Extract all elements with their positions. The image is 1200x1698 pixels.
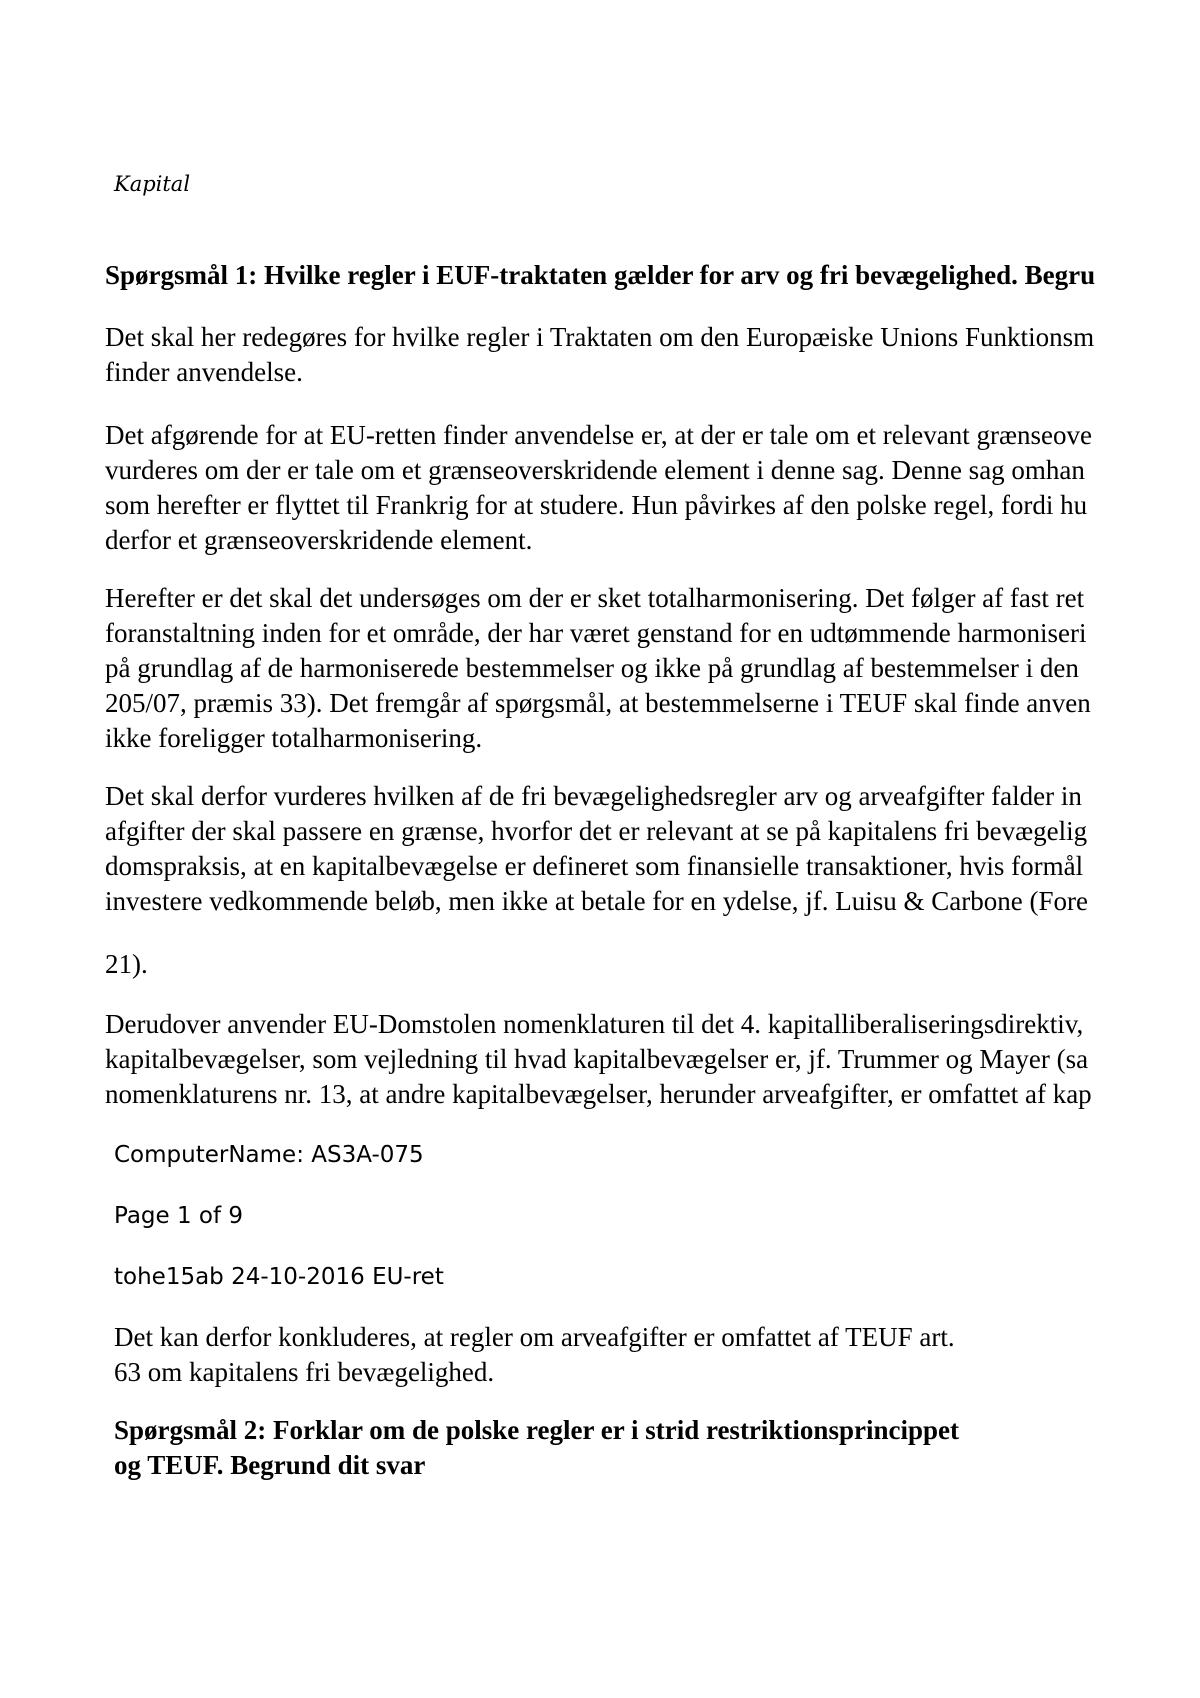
paragraph-line: som herefter er flyttet til Frankrig for at studere. Hun påvirkes af den polske regel, fordi hu — [105, 490, 1088, 520]
paragraph-line: 63 om kapitalens fri bevægelighed. — [114, 1357, 495, 1387]
paragraph-line: Det kan derfor konkluderes, at regler om arveafgifter er omfattet af TEUF art. — [114, 1322, 955, 1352]
paragraph-line: investere vedkommende beløb, men ikke at betale for en ydelse, jf. Luisu & Carbone (Fore — [105, 886, 1088, 916]
paragraph-4 — [105, 779, 1088, 919]
paragraph-2 — [105, 418, 1092, 558]
paragraph-3 — [105, 581, 1091, 756]
computer-name: ComputerName: AS3A-075 — [114, 1142, 424, 1168]
heading-line: og TEUF. Begrund dit svar — [114, 1450, 426, 1480]
paragraph-line: foranstaltning inden for et område, der har været genstand for en udtømmende harmoniseri — [105, 618, 1087, 648]
paragraph-line: Det skal derfor vurderes hvilken af de fri bevægelighedsregler arv og arveafgifter falder in — [105, 781, 1082, 811]
header-label: Kapital — [114, 172, 191, 196]
paragraph-line: på grundlag af de harmoniserede bestemmelser og ikke på grundlag af bestemmelser i den — [105, 653, 1079, 683]
paragraph-line: finder anvendelse. — [105, 357, 303, 387]
paragraph-line: domspraksis, at en kapitalbevægelse er defineret som finansielle transaktioner, hvis formål — [105, 851, 1084, 881]
paragraph-line: Derudover anvender EU-Domstolen nomenklaturen til det 4. kapitalliberaliseringsdirektiv, — [105, 1009, 1084, 1039]
paragraph-6 — [105, 1007, 1092, 1112]
paragraph-line: 205/07, præmis 33). Det fremgår af spørgsmål, at bestemmelserne i TEUF skal finde anven — [105, 688, 1091, 718]
paragraph-line: Det skal her redegøres for hvilke regler i Traktaten om den Europæiske Unions Funktionsm — [105, 322, 1095, 352]
question-1-heading: Spørgsmål 1: Hvilke regler i EUF-traktaten gælder for arv og fri bevægelighed. Begru — [105, 260, 1096, 290]
conclusion-paragraph — [114, 1320, 955, 1390]
paragraph-line: kapitalbevægelser, som vejledning til hvad kapitalbevægelser er, jf. Trummer og Mayer (sa — [105, 1044, 1089, 1074]
paragraph-5 — [105, 947, 148, 982]
user-date-line: tohe15ab 24-10-2016 EU-ret — [114, 1264, 444, 1290]
paragraph-line: Det afgørende for at EU-retten finder anvendelse er, at der er tale om et relevant grænseove — [105, 420, 1092, 450]
paragraph-line: ikke foreligger totalharmonisering. — [105, 723, 483, 753]
paragraph-line: vurderes om der er tale om et grænseoverskridende element i denne sag. Denne sag omhan — [105, 455, 1085, 485]
paragraph-line: derfor et grænseoverskridende element. — [105, 525, 533, 555]
paragraph-line: Herefter er det skal det undersøges om der er sket totalharmonisering. Det følger af fast ret — [105, 583, 1085, 613]
heading-line: Spørgsmål 2: Forklar om de polske regler er i strid restriktionsprincippet — [114, 1415, 959, 1445]
paragraph-line: 21). — [105, 949, 148, 979]
paragraph-line: nomenklaturens nr. 13, at andre kapitalbevægelser, herunder arveafgifter, er omfattet af kap — [105, 1079, 1092, 1109]
paragraph-1 — [105, 320, 1094, 390]
question-2-heading — [114, 1413, 959, 1483]
paragraph-line: afgifter der skal passere en grænse, hvorfor det er relevant at se på kapitalens fri bevægelig — [105, 816, 1088, 846]
page-number: Page 1 of 9 — [114, 1203, 244, 1229]
